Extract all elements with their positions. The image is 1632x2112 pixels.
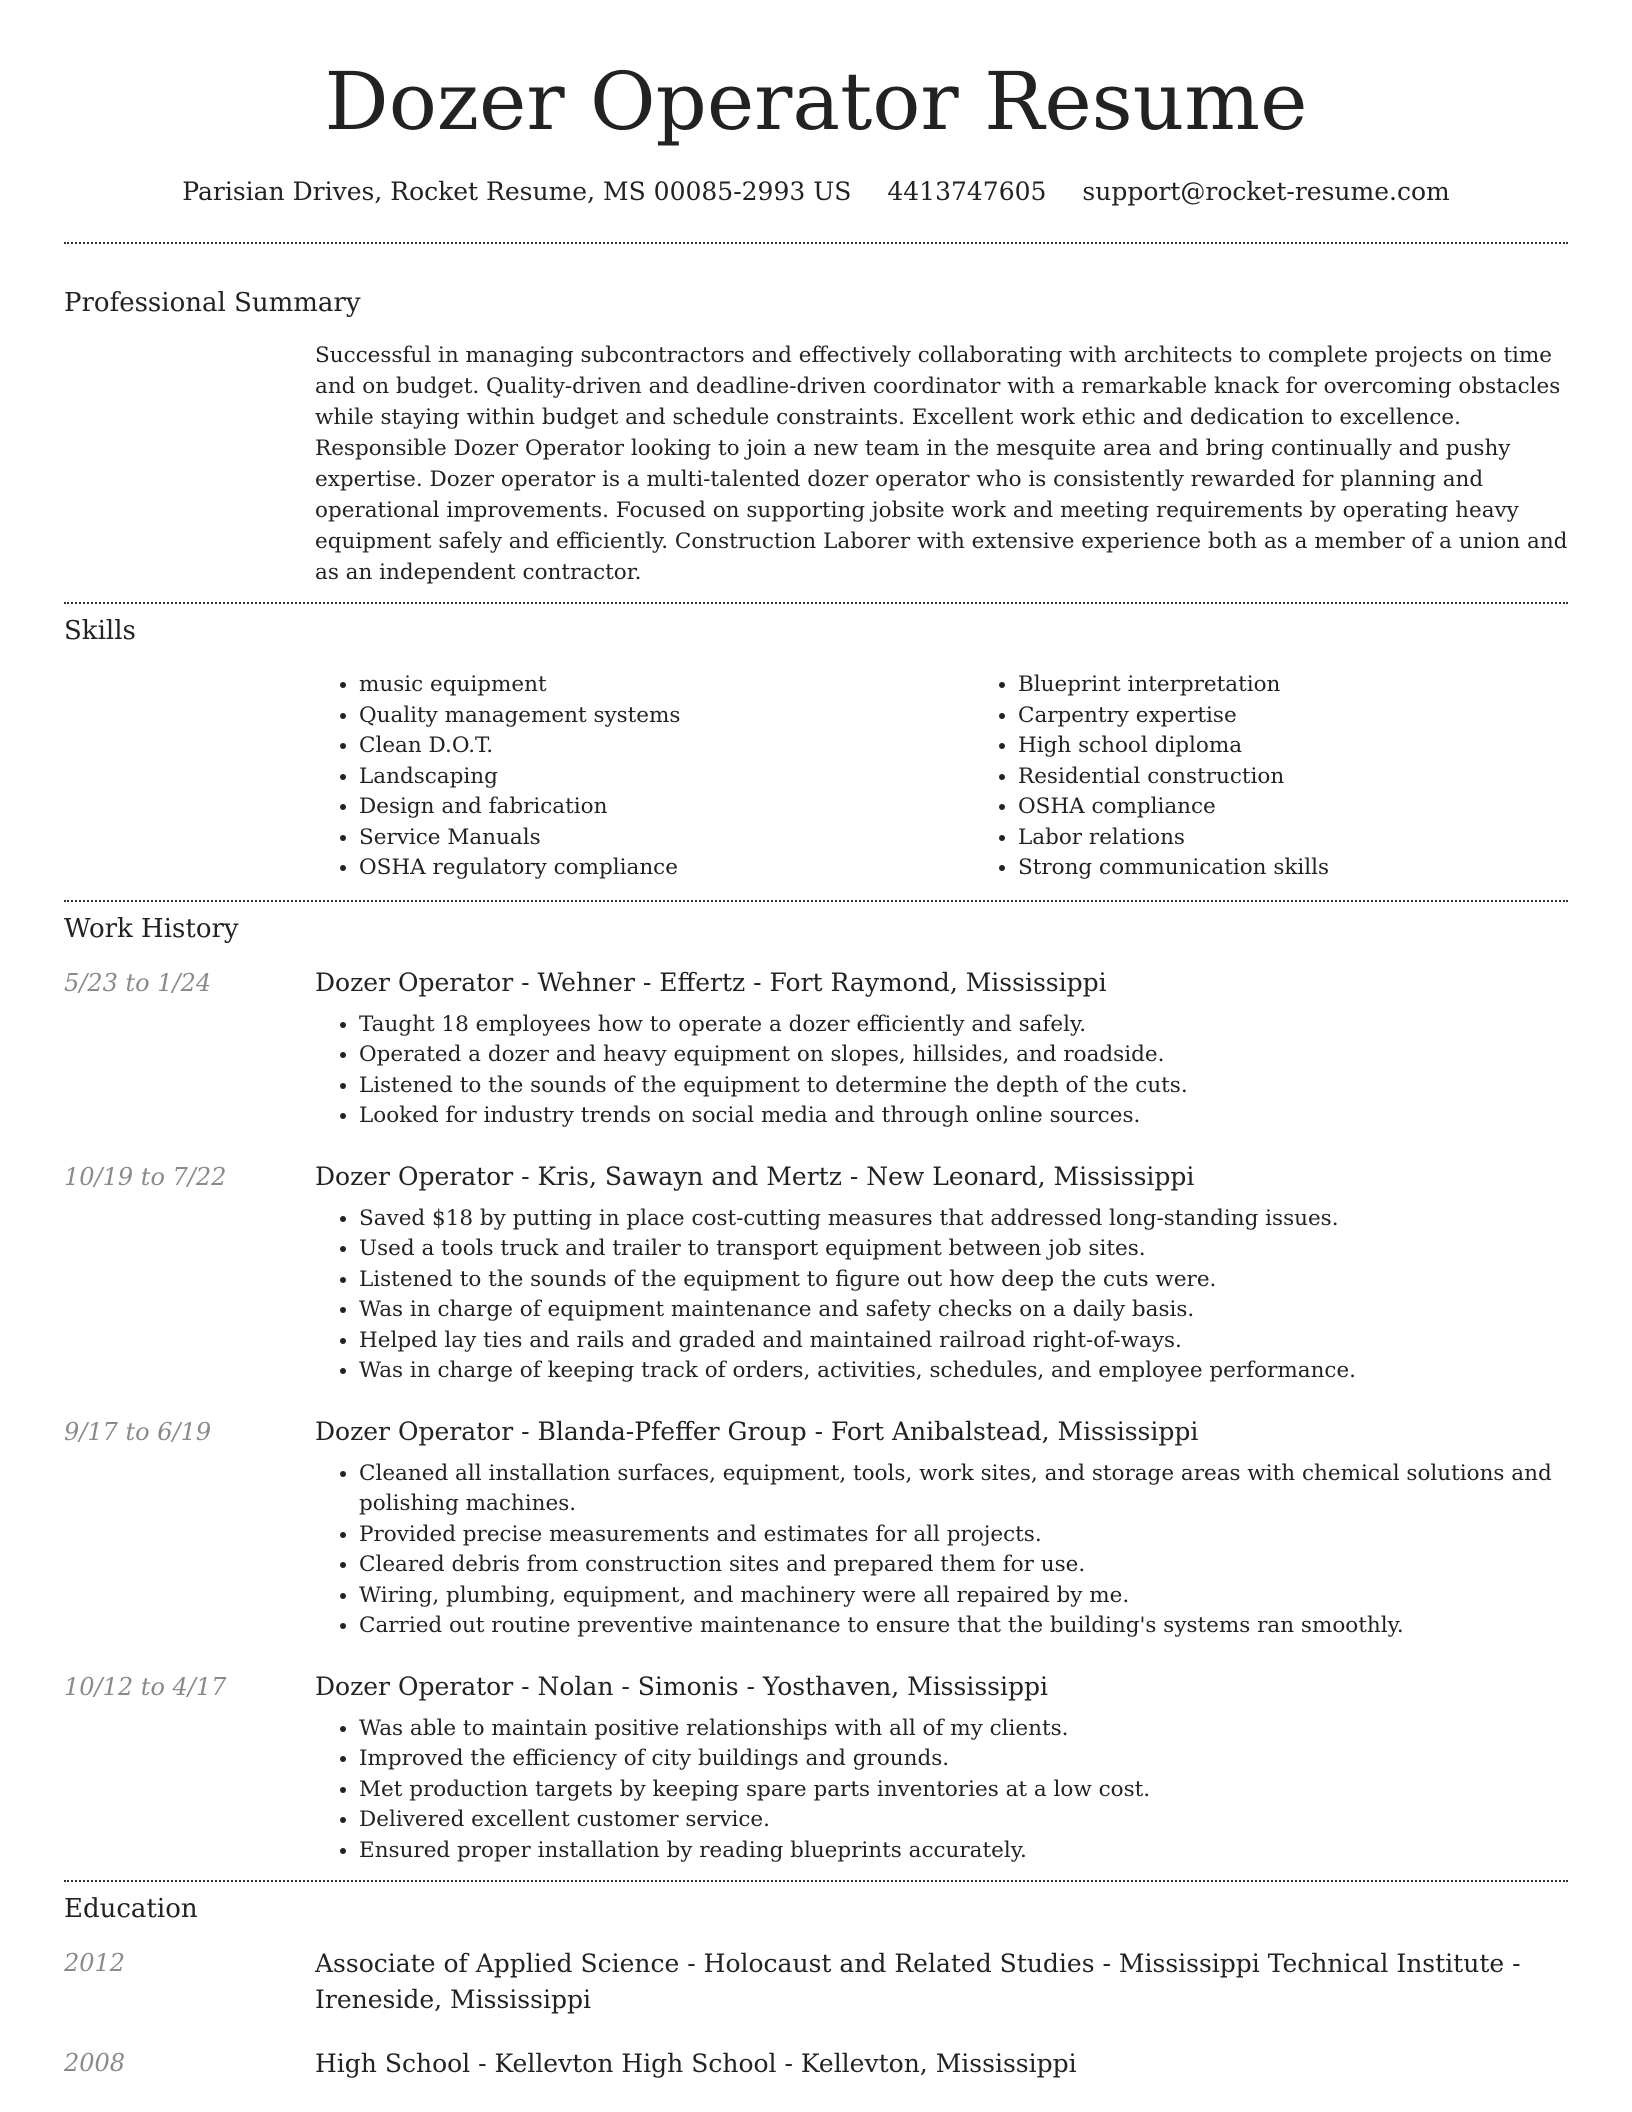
job-bullet: • Provided precise measurements and estimates for all projects. — [359, 1520, 1568, 1551]
skill-item: • OSHA regulatory compliance — [359, 853, 974, 884]
job-bullet: • Cleared debris from construction sites and prepared them for use. — [359, 1550, 1568, 1581]
skill-item: • Labor relations — [1018, 823, 1632, 854]
summary-text: Successful in managing subcontractors and effectively collaborating with architects to complete projects on time and on budget. Quality-driven and deadline-driven coordinator with a remarkable knack for overcoming obstacles while staying within budget and schedule constraints. Excellent work ethic and dedication to excellence. Responsible Dozer Operator looking to join a new team in the mesquite area and bring continually and pushy expertise. Dozer operator is a multi-talented dozer operator who is consistently rewarded for planning and operational improvements. Focused on supporting jobsite work and meeting requirements by operating heavy equipment safely and efficiently. Construction Laborer with extensive experience both as a member of a union and as an independent contractor. — [315, 343, 1568, 585]
skill-item: • Service Manuals — [359, 823, 974, 854]
job-dates: 10/12 to 4/17 — [64, 1672, 227, 1701]
contact-email: support@rocket-resume.com — [1082, 177, 1450, 206]
skill-item: • music equipment — [359, 670, 974, 701]
job-bullet: • Listened to the sounds of the equipment to determine the depth of the cuts. — [359, 1071, 1568, 1102]
work-section — [64, 902, 1568, 1867]
job-bullets — [315, 1714, 1568, 1867]
skill-item: • Residential construction — [1018, 762, 1632, 793]
job-bullet: • Carried out routine preventive maintenance to ensure that the building's systems ran smoothly. — [359, 1611, 1568, 1642]
job-title: Dozer Operator - Nolan - Simonis - Yosthaven, Mississippi — [315, 1671, 1048, 1701]
skill-item: • High school diploma — [1018, 731, 1632, 762]
job-bullet: • Saved $18 by putting in place cost-cutting measures that addressed long-standing issues. — [359, 1204, 1568, 1235]
job-bullets — [315, 1010, 1568, 1132]
education-section — [64, 1882, 1568, 2082]
job-dates: 10/19 to 7/22 — [64, 1162, 227, 1191]
skills-heading: Skills — [64, 616, 136, 646]
job-bullet: • Wiring, plumbing, equipment, and machinery were all repaired by me. — [359, 1581, 1568, 1612]
job-bullet: • Delivered excellent customer service. — [359, 1805, 1568, 1836]
contact-line — [64, 176, 1568, 208]
education-entry — [64, 1946, 1568, 2018]
job-dates: 5/23 to 1/24 — [64, 968, 212, 997]
job-entry — [64, 1670, 1568, 1867]
skill-item: • OSHA compliance — [1018, 792, 1632, 823]
contact-address: Parisian Drives, Rocket Resume, MS 00085-2993 US — [182, 177, 852, 206]
skills-section — [64, 604, 1568, 884]
skill-item: • Strong communication skills — [1018, 853, 1632, 884]
contact-phone: 4413747605 — [887, 177, 1047, 206]
job-entry — [64, 1160, 1568, 1387]
work-heading: Work History — [64, 913, 239, 944]
job-bullet: • Operated a dozer and heavy equipment on slopes, hillsides, and roadside. — [359, 1040, 1568, 1071]
skill-item: • Blueprint interpretation — [1018, 670, 1632, 701]
summary-heading: Professional Summary — [64, 288, 361, 318]
job-bullet: • Cleaned all installation surfaces, equipment, tools, work sites, and storage areas with chemical solutions and polishing machines. — [359, 1459, 1568, 1520]
education-year: 2008 — [64, 2049, 126, 2077]
job-entry — [64, 1415, 1568, 1642]
skill-item: • Clean D.O.T. — [359, 731, 974, 762]
job-entry — [64, 966, 1568, 1132]
job-bullet: • Ensured proper installation by reading blueprints accurately. — [359, 1836, 1568, 1867]
job-bullet: • Was able to maintain positive relationships with all of my clients. — [359, 1714, 1568, 1745]
education-entry — [64, 2046, 1568, 2082]
job-bullet: • Taught 18 employees how to operate a dozer efficiently and safely. — [359, 1010, 1568, 1041]
skill-item: • Carpentry expertise — [1018, 701, 1632, 732]
job-bullet: • Met production targets by keeping spare parts inventories at a low cost. — [359, 1775, 1568, 1806]
summary-section — [64, 244, 1568, 588]
job-title: Dozer Operator - Wehner - Effertz - Fort Raymond, Mississippi — [315, 967, 1107, 997]
job-title: Dozer Operator - Blanda-Pfeffer Group - Fort Anibalstead, Mississippi — [315, 1416, 1199, 1446]
job-bullet: • Listened to the sounds of the equipment to figure out how deep the cuts were. — [359, 1265, 1568, 1296]
skill-item: • Design and fabrication — [359, 792, 974, 823]
job-bullets — [315, 1204, 1568, 1387]
resume-title: Dozer Operator Resume — [324, 55, 1308, 148]
education-title: Associate of Applied Science - Holocaust and Related Studies - Mississippi Technical Institute - Ireneside, Mississippi — [315, 1949, 1521, 2014]
job-bullet: • Used a tools truck and trailer to transport equipment between job sites. — [359, 1234, 1568, 1265]
education-year: 2012 — [64, 1949, 126, 1977]
skills-list-right — [974, 670, 1632, 884]
job-bullet: • Helped lay ties and rails and graded and maintained railroad right-of-ways. — [359, 1326, 1568, 1357]
job-bullet: • Looked for industry trends on social media and through online sources. — [359, 1101, 1568, 1132]
skills-spacer — [64, 670, 315, 884]
skill-item: • Landscaping — [359, 762, 974, 793]
education-title: High School - Kellevton High School - Kellevton, Mississippi — [315, 2049, 1077, 2078]
education-heading: Education — [64, 1894, 198, 1924]
summary-spacer — [64, 340, 315, 588]
job-dates: 9/17 to 6/19 — [64, 1417, 212, 1446]
job-bullet: • Was in charge of keeping track of orders, activities, schedules, and employee performance. — [359, 1356, 1568, 1387]
skills-list-left — [315, 670, 974, 884]
resume-page — [64, 0, 1568, 2082]
skill-item: • Quality management systems — [359, 701, 974, 732]
job-title: Dozer Operator - Kris, Sawayn and Mertz - New Leonard, Mississippi — [315, 1161, 1195, 1191]
job-bullets — [315, 1459, 1568, 1642]
job-bullet: • Was in charge of equipment maintenance and safety checks on a daily basis. — [359, 1295, 1568, 1326]
job-bullet: • Improved the efficiency of city buildings and grounds. — [359, 1744, 1568, 1775]
